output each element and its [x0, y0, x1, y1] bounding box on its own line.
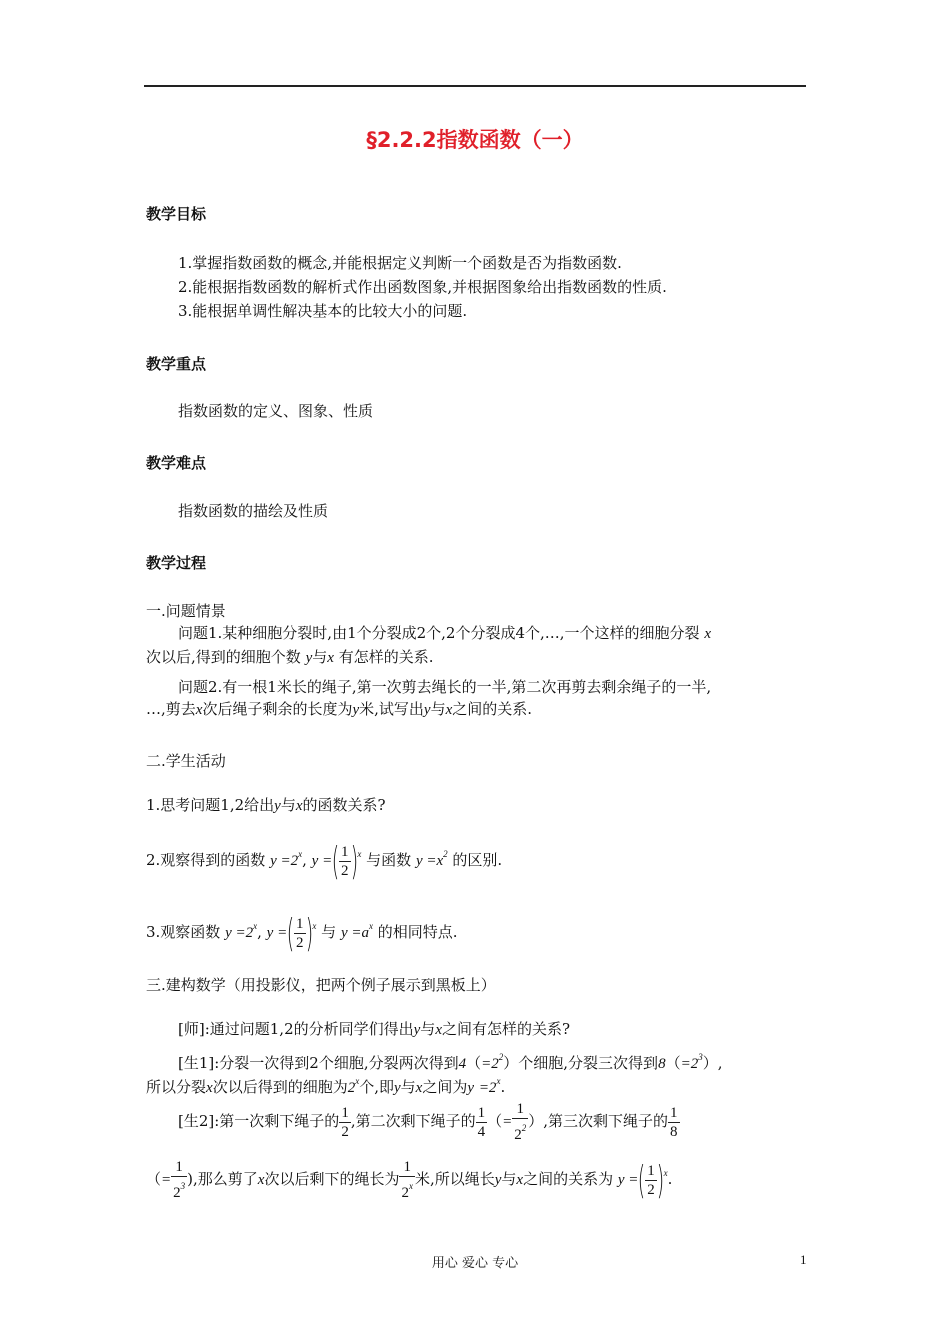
student2-text: 之间的关系为	[523, 1170, 614, 1188]
number: 2	[347, 1080, 356, 1096]
activity-text: 的相同特点.	[377, 923, 458, 941]
student2-text: ),那么剪了	[187, 1170, 258, 1188]
student1-text: 之间为	[422, 1078, 468, 1096]
denominator: 2	[296, 934, 304, 951]
problem1-text: 问题1.某种细胞分裂时,由1个分裂成2个,2个分裂成4个,…,一个这样的细胞分裂	[178, 624, 700, 642]
student1-line1: [生1]:分裂一次得到2个细胞,分裂两次得到$4(=2^2)$个细胞,分裂三次得到$8(=2^3)$,	[178, 1052, 723, 1072]
problem2-text: …,剪去	[146, 700, 196, 718]
exponent: x	[663, 1168, 668, 1178]
exponent: 3	[698, 1052, 703, 1062]
formula-text: 2	[245, 925, 254, 941]
exponent: 3	[180, 1181, 186, 1191]
teacher-line	[178, 1018, 842, 1042]
exponent: 2	[521, 1123, 527, 1133]
problem2-text: 之间的关系.	[452, 700, 533, 718]
var-x: x	[257, 1172, 265, 1188]
activity-text: 与	[321, 923, 337, 941]
activity-text: 与	[280, 796, 296, 814]
goal-item: 2.能根据指数函数的解析式作出函数图象,并根据图象给出指数函数的性质.	[178, 278, 667, 296]
paren-right: )	[350, 839, 358, 883]
numerator: 1	[670, 1104, 678, 1121]
goals-heading: 教学目标	[146, 205, 207, 223]
teacher-text: 与	[420, 1020, 436, 1038]
exponent: x	[312, 921, 317, 931]
denominator	[512, 1119, 528, 1144]
student2-line2: （= $\frac{1}{2^3}$ ),那么剪了x次以后剩下的绳长为 $\frac{1}{2^x}$ 米,所以绳长y与x之间的关系为 y =( $\frac{1}{2}$ )$^x$.	[146, 1158, 673, 1202]
numerator: 1	[171, 1158, 187, 1177]
problem2-text: 与	[430, 700, 446, 718]
fraction-1-over-2x	[399, 1158, 415, 1202]
number: 4	[458, 1056, 467, 1072]
student1-text: 与	[400, 1078, 416, 1096]
var-x: x	[195, 702, 203, 718]
activity-text: 1.思考问题1,2给出	[146, 796, 275, 814]
goal-item: 3.能根据单调性解决基本的比较大小的问题.	[178, 302, 468, 320]
fraction-half	[339, 843, 351, 880]
denominator: 2	[341, 862, 349, 879]
var-y: y	[423, 702, 431, 718]
denominator-base: 2	[514, 1127, 522, 1143]
activity-text: 2.观察得到的函数	[146, 851, 266, 869]
formula-text: y =	[225, 925, 246, 941]
fraction-half	[339, 1104, 351, 1141]
var-x: x	[445, 702, 453, 718]
goal-item: 1.掌握指数函数的概念,并能根据定义判断一个函数是否为指数函数.	[178, 254, 622, 272]
key-heading: 教学重点	[146, 355, 207, 373]
problem1-line2	[146, 646, 810, 670]
var-x: x	[295, 798, 303, 814]
student1-text: 个,即	[359, 1078, 394, 1096]
denominator-base: 2	[173, 1185, 181, 1201]
var-y: y	[467, 1080, 475, 1096]
paren-right: )	[656, 1158, 664, 1202]
denominator: 2	[341, 1123, 349, 1140]
var-x: x	[704, 626, 712, 642]
student1-text: [生1]:分裂一次得到2个细胞,分裂两次得到	[178, 1054, 459, 1072]
exponent: x	[368, 921, 373, 931]
student2-text: 次以后剩下的绳长为	[264, 1170, 400, 1188]
formula-y-eq-2x	[270, 849, 303, 869]
activity-text: 的区别.	[452, 851, 503, 869]
formula-text: =	[502, 1114, 513, 1130]
activity-text: 3.观察函数	[146, 923, 221, 941]
var-y: y	[494, 1172, 502, 1188]
formula-text: y =	[266, 925, 288, 941]
activity-3: 3.观察函数 $y =2^x$, y =( $\frac{1}{2}$ )$^x$ 与 $y =a^x$ 的相同特点.	[146, 911, 458, 955]
numerator: 1	[512, 1100, 528, 1119]
paren-right: )	[305, 911, 313, 955]
denominator: 8	[670, 1123, 678, 1140]
formula-text: 2	[290, 853, 299, 869]
formula-text: y =	[311, 853, 333, 869]
student2-text: [生2]:第一次剩下绳子的	[178, 1112, 340, 1130]
var-x: x	[435, 1022, 442, 1038]
paren-left: (	[638, 1158, 646, 1202]
var-y: y	[274, 798, 281, 814]
denominator-base: 2	[401, 1185, 409, 1201]
formula-text: =	[161, 1172, 172, 1188]
var-y: y	[393, 1080, 401, 1096]
exponent: x	[253, 921, 258, 931]
exponent: x	[355, 1076, 360, 1086]
formula-text: y =x	[415, 853, 444, 869]
student1-line2: 所以分裂x次以后得到的细胞为2$^x$个,即y与x之间为$y =2^x$.	[146, 1076, 506, 1096]
student2-text: ,第二次剩下绳子的	[350, 1112, 476, 1130]
numerator: 1	[341, 1104, 349, 1121]
footer-slogan: 用心 爱心 专心	[431, 1256, 519, 1271]
formula-y-eq-2x	[225, 921, 258, 941]
var-y: y	[413, 1022, 421, 1038]
page-number: 1	[800, 1252, 807, 1267]
student1-text: 个细胞,分裂三次得到	[518, 1054, 659, 1072]
part1-heading: 一.问题情景	[146, 602, 226, 620]
fraction-1-over-2-cubed	[171, 1158, 187, 1202]
process-heading: 教学过程	[146, 554, 207, 572]
exponent: 2	[443, 849, 448, 859]
exponent: x	[408, 1181, 413, 1191]
numerator: 1	[477, 1104, 486, 1121]
part3-heading: 三.建构数学（用投影仪，把两个例子展示到黑板上）	[146, 976, 496, 994]
difficult-heading: 教学难点	[146, 454, 207, 472]
formula-text: y =a	[340, 925, 369, 941]
student2-text: 米,所以绳长	[414, 1170, 495, 1188]
problem2-text: 米,试写出	[359, 700, 424, 718]
number: 8	[658, 1056, 666, 1072]
fraction-half	[294, 915, 306, 952]
part2-heading: 二.学生活动	[146, 752, 226, 770]
var-x: x	[206, 1080, 213, 1096]
var-x: x	[415, 1080, 423, 1096]
formula-text: =2	[478, 1080, 497, 1096]
difficult-text: 指数函数的描绘及性质	[178, 502, 329, 520]
activity-text: 与函数	[366, 851, 412, 869]
var-y: y	[352, 702, 360, 718]
student2-line1: [生2]:第一次剩下绳子的 $\frac{1}{2}$ ,第二次剩下绳子的 $\frac{1}{4}$ （= $\frac{1}{2^2}$ ）,第三次剩下绳子的 $\frac{1}{8}$	[178, 1101, 678, 1143]
problem1-text: 次以后,得到的细胞个数	[146, 648, 301, 666]
var-x: x	[327, 650, 334, 666]
numerator: 1	[341, 843, 349, 860]
formula-text: y =	[617, 1172, 639, 1188]
teacher-text: [师]:通过问题1,2的分析同学们得出	[178, 1020, 414, 1038]
paren-left: (	[286, 911, 295, 955]
problem2-line2	[146, 698, 810, 722]
student2-text: ,第三次剩下绳子的	[543, 1112, 669, 1130]
problem1-text: 有怎样的关系.	[338, 648, 434, 666]
paren-left: (	[331, 839, 340, 883]
fraction-quarter	[476, 1104, 488, 1141]
denominator	[399, 1177, 415, 1202]
exponent: x	[357, 849, 362, 859]
var-x: x	[516, 1172, 524, 1188]
student1-text: 所以分裂	[146, 1078, 207, 1096]
problem2-line1: 问题2.有一根1米长的绳子,第一次剪去绳长的一半,第二次再剪去剩余绳子的一半,	[178, 678, 712, 696]
student2-text: 与	[501, 1170, 517, 1188]
formula-y-eq-ax	[340, 921, 373, 941]
numerator: 1	[296, 915, 304, 932]
student1-text: 次以后得到的细胞为	[212, 1078, 348, 1096]
denominator	[171, 1177, 187, 1202]
header-rule	[144, 85, 806, 87]
denominator: 4	[477, 1123, 486, 1140]
problem1-line1	[178, 622, 842, 646]
problem2-text: 次后绳子剩余的长度为	[202, 700, 353, 718]
document-title: §2.2.2指数函数（一）	[366, 128, 584, 152]
exponent: x	[298, 849, 303, 859]
denominator: 2	[647, 1181, 655, 1198]
fraction-eighth	[668, 1104, 680, 1141]
fraction-1-over-2-squared	[512, 1100, 528, 1144]
activity-1	[146, 794, 810, 818]
var-y: y	[305, 650, 313, 666]
numerator: 1	[647, 1162, 655, 1179]
formula-y-eq-x2	[415, 849, 448, 869]
exponent: 2	[498, 1052, 504, 1062]
activity-2: 2.观察得到的函数 $y =2^x$, y =( $\frac{1}{2}$ )$^x$ 与函数 $y =x^2$ 的区别.	[146, 839, 503, 883]
formula-text: y =	[270, 853, 291, 869]
key-text: 指数函数的定义、图象、性质	[178, 402, 374, 420]
text-yu: 与	[312, 648, 328, 666]
formula-text: =2	[481, 1056, 499, 1072]
formula-text: =2	[680, 1056, 699, 1072]
activity-text: 的函数关系?	[302, 796, 386, 814]
numerator: 1	[399, 1158, 415, 1177]
teacher-text: 之间有怎样的关系?	[441, 1020, 571, 1038]
exponent: x	[496, 1076, 501, 1086]
fraction-half	[645, 1162, 657, 1199]
